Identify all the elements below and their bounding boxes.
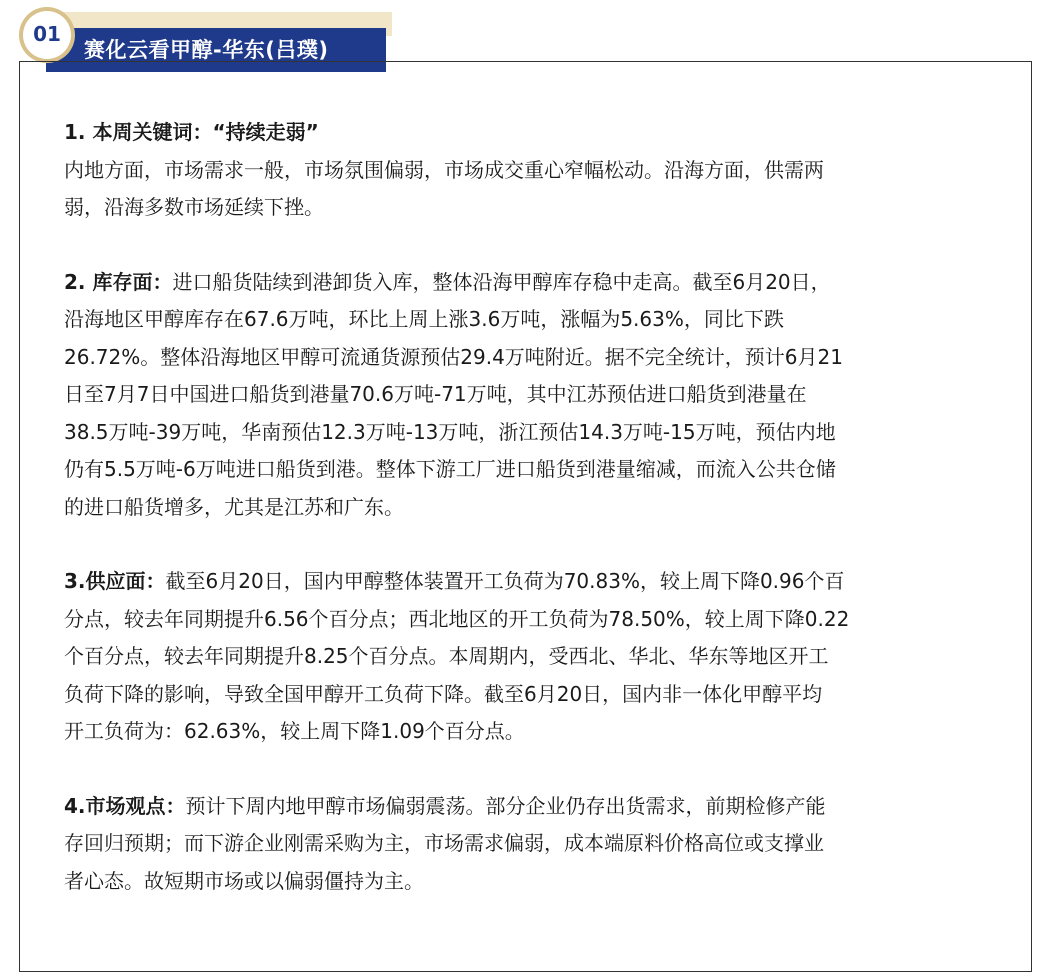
- text-line: 负荷下降的影响，导致全国甲醇开工负荷下降。截至6月20日，国内非一体化甲醇平均: [64, 681, 823, 706]
- section-supply: [64, 563, 994, 751]
- text-line: 分点，较去年同期提升6.56个百分点；西北地区的开工负荷为78.50%，较上周下降0.22: [64, 606, 850, 631]
- section-inventory: [64, 264, 994, 527]
- text-line: 仍有5.5万吨-6万吨进口船货到港。整体下游工厂进口船货到港量缩减，而流入公共仓储: [64, 457, 836, 481]
- text-line: 沿海地区甲醇库存在67.6万吨，环比上周上涨3.6万吨，涨幅为5.63%，同比下跌: [64, 307, 784, 331]
- text-line: 进口船货陆续到港卸货入库，整体沿海甲醇库存稳中走高。截至6月20日，: [172, 269, 831, 294]
- section-heading: 2. 库存面：: [64, 269, 173, 294]
- text-line: 预计下周内地甲醇市场偏弱震荡。部分企业仍存出货需求，前期检修产能: [185, 793, 826, 818]
- text-line: 存回归预期；而下游企业刚需采购为主，市场需求偏弱，成本端原料价格高位或支撑业: [64, 831, 824, 855]
- section-heading-line: [64, 264, 994, 302]
- text-line: 26.72%。整体沿海地区甲醇可流通货源预估29.4万吨附近。据不完全统计，预计6月21: [64, 344, 843, 369]
- section-heading-line: [64, 114, 994, 152]
- section-heading-line: [64, 563, 994, 601]
- number-badge: 01: [23, 11, 71, 59]
- text-line: 个百分点，较去年同期提升8.25个百分点。本周期内，受西北、华北、华东等地区开工: [64, 644, 829, 668]
- section-heading-line: [64, 788, 994, 826]
- section-heading: 4.市场观点：: [64, 793, 186, 818]
- text-line: 开工负荷为：62.63%，较上周下降1.09个百分点。: [64, 719, 525, 743]
- text-line: 日至7月7日中国进口船货到港量70.6万吨-71万吨，其中江苏预估进口船货到港量在: [64, 382, 807, 406]
- text-line: 38.5万吨-39万吨，华南预估12.3万吨-13万吨，浙江预估14.3万吨-15万吨，预估内地: [64, 419, 836, 444]
- page-title: 赛化云看甲醇-华东(吕璞): [84, 38, 329, 62]
- section-heading: 3.供应面：: [64, 569, 166, 593]
- section-keywords: [64, 114, 994, 227]
- text-line: 弱，沿海多数市场延续下挫。: [64, 195, 324, 219]
- text-line: 截至6月20日，国内甲醇整体装置开工负荷为70.83%，较上周下降0.96个百: [165, 569, 845, 593]
- section-market-view: [64, 788, 994, 901]
- text-line: 者心态。故短期市场或以偏弱僵持为主。: [64, 868, 424, 893]
- section-heading: 1. 本周关键词：“持续走弱”: [64, 120, 319, 144]
- article-body: [64, 114, 994, 900]
- text-line: 内地方面，市场需求一般，市场氛围偏弱，市场成交重心窄幅松动。沿海方面，供需两: [64, 157, 824, 182]
- text-line: 的进口船货增多，尤其是江苏和广东。: [64, 494, 404, 519]
